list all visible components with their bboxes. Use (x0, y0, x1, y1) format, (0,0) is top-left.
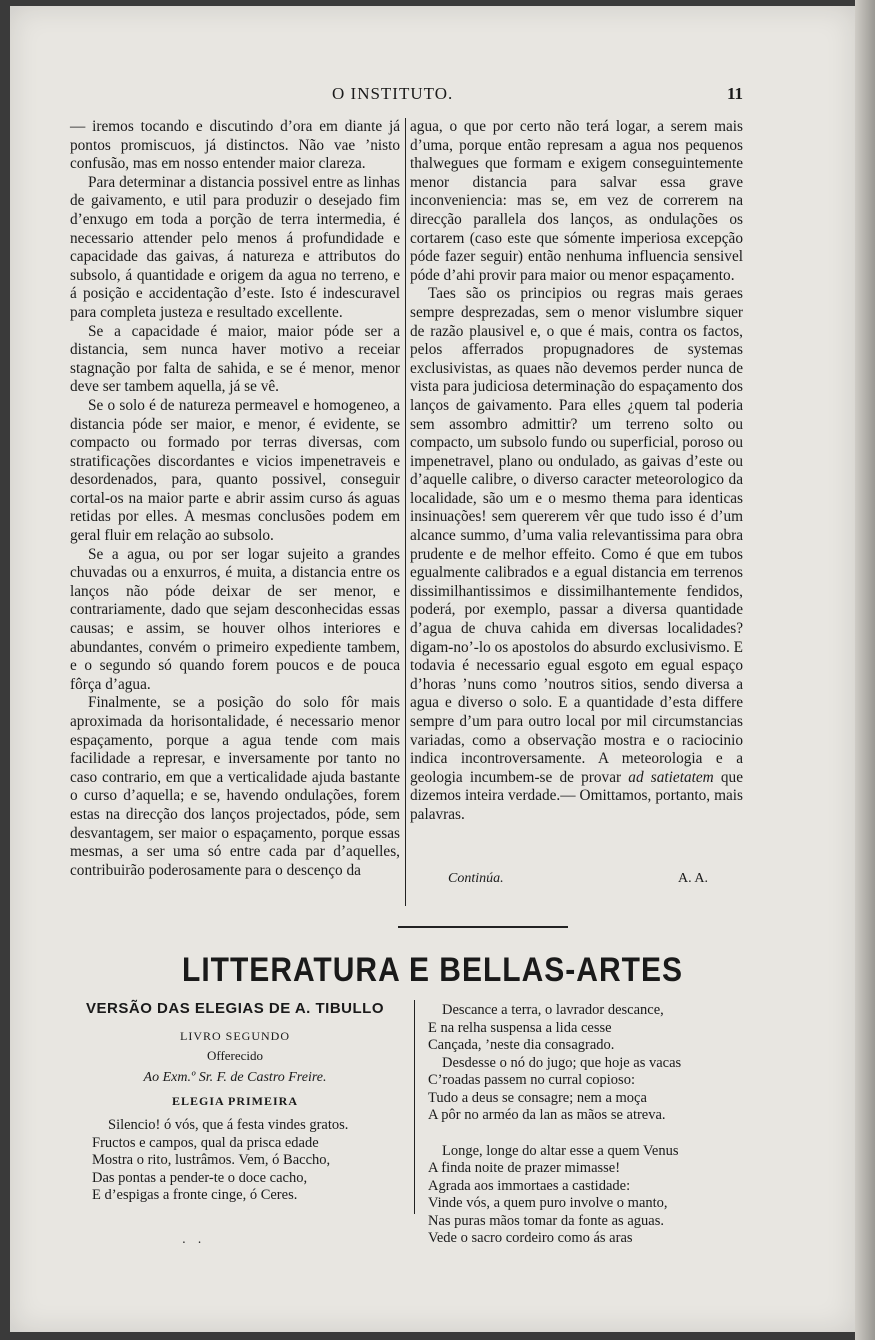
paragraph: Finalmente, se a posição do solo fôr mais aproximada da horisontalidade, é necessario menor espaçamento, porque a agua tende com mais facilidade a represar, e inversamente por tanto no caso contrario, em que a verticalidade ajuda bastante o curso d’aquella; e se, havendo ondulações, forem estas na direcção dos lanços projectados, póde, sem desvantagem, ser maior o espaçamento, porque essas mesmas, a ser uma só entre cada par d’aquelles, contribuirão poderosamente para o descenço da (70, 694, 400, 879)
journal-title: O INSTITUTO. (332, 84, 454, 103)
continuation-dots: . . (182, 1232, 206, 1246)
section-title: LITTERATURA E BELLAS-ARTES (182, 951, 683, 989)
stanza-gap (428, 1125, 748, 1143)
verse-line: C’roadas passem no curral copioso: (428, 1072, 635, 1088)
paragraph: Se a capacidade é maior, maior póde ser a distancia, sem nunca haver motivo a receiar stagnação por falta de sahida, e se é menor, menor deve ser tambem aquella, já se vê. (70, 322, 400, 396)
left-column (70, 118, 400, 880)
poem-book: LIVRO SEGUNDO (180, 1029, 290, 1043)
verse-line: Silencio! ó vós, que á festa vindes gratos. (108, 1117, 349, 1133)
article-signoff (448, 871, 708, 891)
poem-left-column (70, 998, 400, 1205)
newspaper-page (10, 6, 855, 1332)
column-divider (405, 118, 406, 906)
running-header (10, 84, 855, 108)
verse-line: Nas puras mãos tomar da fonte as aguas. (428, 1212, 664, 1229)
paragraph: Se a agua, ou por ser logar sujeito a grandes chuvadas ou a enxurros, é muita, a distancia entre os lanços não póde deixar de ser menor, e contrariamente, dado que sejam desconhecidas essas causas; e assim, se houver olhos interiores e abundantes, convém o primeiro expediente tambem, e o segundo só quando forem poucos e de pouca fôrça d’agua. (70, 545, 400, 693)
paragraph: — iremos tocando e discutindo d’ora em diante já pontos promiscuos, já distinctos. Não vae ’nisto confusão, mas em nosso entender maior clareza. (70, 118, 400, 173)
elegy-title: ELEGIA PRIMEIRA (171, 1094, 299, 1108)
poem-column-divider (414, 1000, 415, 1214)
poem-offered: Offerecido (206, 1048, 264, 1063)
paragraph: Se o solo é de natureza permeavel e homogeneo, a distancia póde ser maior, e menor, é evidente, se compacto ou formado por terras diversas, com stratificações discordantes e vicios impenetraveis e desordenados, para, quanto possivel, conseguir cortal-os na maior parte e abrir assim curso ás aguas retidas por elles. A mesmas conclusões podem em geral fluir em relação ao subsolo. (70, 396, 400, 545)
section-separator (398, 926, 568, 928)
page-number: 11 (726, 84, 743, 103)
paragraph: agua, o que por certo não terá logar, a serem mais d’uma, porque então represam a agua nos pequenos thalwegues que formam e exigem conseguintemente menor distancia para salvar essa grave inconveniencia: mas se, em vez de correrem na direcção parallela dos lanços, as ondulações os cortarem (caso este que sómente imperiosa excepção póde fazer seguir) então nenhuma influencia sensivel póde d’ahi provir para maior ou menor espaçamento. (410, 118, 743, 284)
author-initials: A. A. (678, 871, 708, 886)
paragraph-text: que dizemos inteira verdade.— Omittamos, portanto, mais palavras. (410, 768, 743, 823)
verse-line: Das pontas a pender-te o doce cacho, (92, 1169, 308, 1186)
right-column (410, 118, 743, 825)
verse-line: Vede o sacro cordeiro como ás aras (428, 1230, 633, 1246)
verse-line: A pôr no arméo da lan as mãos se atreva. (428, 1107, 666, 1123)
verse-line: Desdesse o nó do jugo; que hoje as vacas (442, 1054, 682, 1071)
verse-line: Mostra o rito, lustrâmos. Vem, ó Baccho, (92, 1152, 331, 1168)
paragraph: Para determinar a distancia possivel entre as linhas de gaivamento, e util para produzir o desejado fim d’enxugo em toda a porção de terra intermedia, é necessario attender pelo menos á profundidade e capacidade das gaivas, á natureza e attributos do subsolo, á quantidade e origem da agua no terreno, e á posição e accidentação d’este. Isto é indescuravel para completa justeza e resultado excellente. (70, 173, 400, 321)
verse-line: Longe, longe do altar esse a quem Venus (442, 1142, 679, 1159)
poem-dedication: Ao Exm.º Sr. F. de Castro Freire. (143, 1070, 327, 1085)
verse-block (70, 1117, 400, 1205)
paragraph-text: Taes são os principios ou regras mais geraes sempre desprezadas, sem o menor vislumbre siquer de razão plausivel e, o que é mais, contra os factos, pelos afferrados propugnadores de systemas exclusivistas, as quaes não devemos perder nunca de vista para judiciosa determinação do espaçamento dos lanços de gaivamento. Para elles ¿quem tal poderia sem assombro admittir? um terreno solto ou compacto, um subsolo fundo ou superficial, poroso ou impenetravel, plano ou ondulado, as gaivas d’este ou d’aquelle calibre, o diverso caracter meteorologico da localidade, são um e o mesmo thema para identicas insinuações! sem quererem vêr que tudo isso é d’um alcance summo, d’uma valia relevantissima para obra prudente e de melhor effeito. Como é que em tubos egualmente calibrados e a egual distancia em terrenos dissimilhantissimos e dissimilhantemente fendidos, poderá, por exemplo, passar a diversa quantidade d’agua de chuva cahida em diversas localidades? digam-no’-lo os apostolos do absurdo exclusivismo. E todavia é necessario egual esgoto em egual espaço d’horas ’nuns como ’noutros sitios, sendo diversa a agua e diverso o solo. E a quantidade d’esta differe sempre d’um para outro local por mil circumstancias variadas, como a observação mostra e o raciocinio indica incontroversamente. A meteorologia e a geologia incumbem-se de provar (410, 285, 743, 786)
verse-line: Agrada aos immortaes a castidade: (428, 1177, 631, 1194)
poem-right-column (428, 1002, 748, 1248)
verse-line: E na relha suspensa a lida cesse (428, 1019, 612, 1036)
verse-line: Descance a terra, o lavrador descance, (442, 1002, 664, 1018)
paragraph (410, 285, 743, 824)
verse-line: Vinde vós, a quem puro involve o manto, (428, 1195, 668, 1211)
latin-phrase: ad satietatem (628, 768, 714, 786)
continued-note: Continúa. (448, 871, 504, 886)
verse-line: Fructos e campos, qual da prisca edade (92, 1134, 319, 1151)
poem-heading: VERSÃO DAS ELEGIAS DE A. TIBULLO (86, 1000, 384, 1017)
verse-line: E d’espigas a fronte cinge, ó Ceres. (92, 1187, 298, 1203)
book-spine-edge (855, 0, 875, 1340)
verse-line: Tudo a deus se consagre; nem a moça (428, 1089, 647, 1106)
verse-line: A finda noite de prazer mimasse! (428, 1160, 621, 1176)
verse-line: Cançada, ’neste dia consagrado. (428, 1037, 615, 1053)
